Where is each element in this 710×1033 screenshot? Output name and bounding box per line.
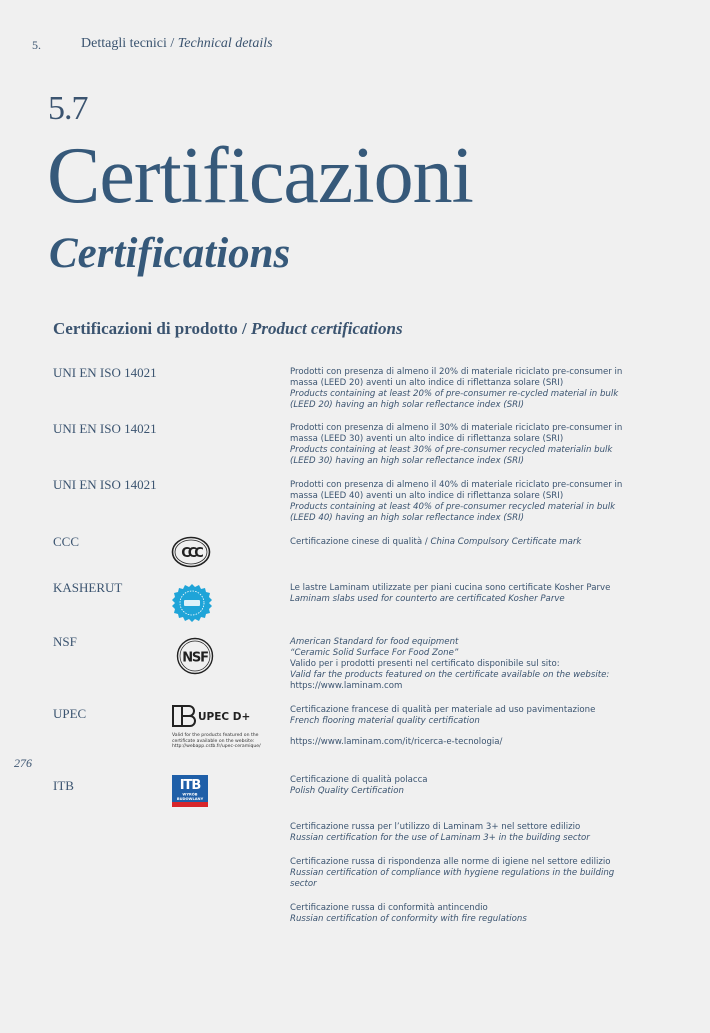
cert-desc-it: Certificazione russa per l’utilizzo di Laminam 3+ nel settore edilizio — [290, 822, 581, 832]
cert-desc-it: Prodotti con presenza di almeno il 30% di materiale riciclato pre-consumer in massa (LEED 30) aventi un alto indice di riflettanza solare (SRI) — [290, 423, 623, 444]
russian-cert-3 — [290, 903, 635, 925]
cert-desc-it: Le lastre Laminam utilizzate per piani cucina sono certificate Kosher Parve — [290, 583, 611, 593]
header-title-it: Dettagli tecnici / — [81, 36, 175, 51]
itb-logo-icon — [172, 775, 208, 812]
kosher-seal-icon — [172, 583, 212, 628]
header-title-en: Technical details — [177, 36, 273, 51]
upec-logo-text: UPEC D+ — [198, 711, 251, 723]
cert-label-ccc: CCC — [53, 534, 80, 549]
cert-desc-en: Russian certification of compliance with hygiene regulations in the building sector — [290, 868, 615, 889]
russian-cert-2 — [290, 857, 635, 890]
cert-desc-nsf — [290, 637, 635, 692]
cert-desc-it: Certificazione russa di rispondenza alle norme di igiene nel settore edilizio — [290, 857, 611, 867]
cert-label-iso-1: UNI EN ISO 14021 — [53, 365, 157, 380]
cert-desc-it: Prodotti con presenza di almeno il 20% di materiale riciclato pre-consumer in massa (LEED 20) aventi un alto indice di riflettanza solare (SRI) — [290, 367, 623, 388]
svg-text:ITB: ITB — [179, 778, 201, 793]
cert-desc-it: Valido per i prodotti presenti nel certificato disponibile sul sito: — [290, 659, 560, 669]
cert-desc-upec — [290, 705, 635, 748]
cert-label-kasherut: KASHERUT — [53, 580, 123, 595]
cert-label-nsf: NSF — [53, 634, 77, 649]
cert-desc-en: Products containing at least 40% of pre-consumer recycled material in bulk (LEED 40) having an high solar reflectance index (SRI) — [290, 502, 616, 523]
upec-logo-note: Valid for the products featured on the certificate available on the website: http://webapp.cstb.fr/upec-ceramique/ — [172, 733, 261, 749]
cert-label-upec: UPEC — [53, 706, 87, 721]
cstb-upec-logo-icon — [172, 705, 196, 734]
cert-desc-en: Products containing at least 20% of pre-consumer re-cycled material in bulk (LEED 20) having an high solar reflectance index (SRI) — [290, 389, 619, 410]
ccc-logo-icon — [171, 536, 211, 573]
cert-desc-iso-2 — [290, 423, 635, 467]
page-number: 276 — [14, 756, 32, 770]
cert-desc-en: Russian certification of conformity with fire regulations — [290, 914, 527, 924]
cert-desc-it: Prodotti con presenza di almeno il 40% di materiale riciclato pre-consumer in massa (LEED 40) aventi un alto indice di riflettanza solare (SRI) — [290, 480, 623, 501]
cert-desc-en: China Compulsory Certificate mark — [430, 537, 582, 547]
nsf-logo-icon — [176, 637, 214, 680]
cert-desc-iso-3 — [290, 480, 635, 524]
cert-desc-it: Certificazione di qualità polacca — [290, 775, 428, 785]
cert-label-itb: ITB — [53, 778, 74, 793]
cert-desc-en-2: “Ceramic Solid Surface For Food Zone” — [290, 648, 459, 658]
cert-desc-en-1: American Standard for food equipment — [290, 637, 459, 647]
product-certifications-heading — [53, 319, 403, 339]
cert-desc-en: Products containing at least 30% of pre-consumer recycled materialin bulk (LEED 30) having an high solar reflectance index (SRI) — [290, 445, 613, 466]
cert-desc-ccc — [290, 537, 635, 548]
page-title: Certificazioni — [47, 132, 473, 220]
cert-desc-en-3: Valid far the products featured on the certificate available on the website: — [290, 670, 610, 680]
cert-desc-it: Certificazione cinese di qualità / — [290, 537, 428, 547]
page-subtitle: Certifications — [49, 230, 291, 277]
cert-desc-kasherut — [290, 583, 635, 605]
header-section-number: 5. — [32, 38, 41, 52]
svg-text:NSF: NSF — [182, 650, 208, 666]
cert-link-nsf[interactable]: https://www.laminam.com — [290, 681, 403, 691]
cert-desc-en: French flooring material quality certification — [290, 716, 480, 726]
cert-desc-it: Certificazione russa di conformità antincendio — [290, 903, 488, 913]
cert-label-iso-2: UNI EN ISO 14021 — [53, 421, 157, 436]
product-certifications-heading-en: Product certifications — [251, 319, 403, 338]
svg-text:WYRÓB: WYRÓB — [182, 792, 198, 797]
section-number: 5.7 — [48, 90, 88, 127]
cert-desc-en: Russian certification for the use of Laminam 3+ in the building sector — [290, 833, 590, 843]
svg-text:BUDOWLANY: BUDOWLANY — [176, 797, 204, 801]
cert-desc-en: Polish Quality Certification — [290, 786, 404, 796]
product-certifications-heading-it: Certificazioni di prodotto / — [53, 319, 247, 338]
header-title — [81, 36, 273, 52]
cert-link-upec[interactable]: https://www.laminam.com/it/ricerca-e-tecnologia/ — [290, 737, 503, 747]
cert-desc-it: Certificazione francese di qualità per materiale ad uso pavimentazione — [290, 705, 596, 715]
svg-text:CCC: CCC — [181, 546, 201, 561]
russian-cert-1 — [290, 822, 635, 844]
cert-desc-en: Laminam slabs used for counterto are certificated Kosher Parve — [290, 594, 565, 604]
cert-desc-iso-1 — [290, 367, 635, 411]
cert-label-iso-3: UNI EN ISO 14021 — [53, 477, 157, 492]
cert-desc-itb — [290, 775, 635, 797]
